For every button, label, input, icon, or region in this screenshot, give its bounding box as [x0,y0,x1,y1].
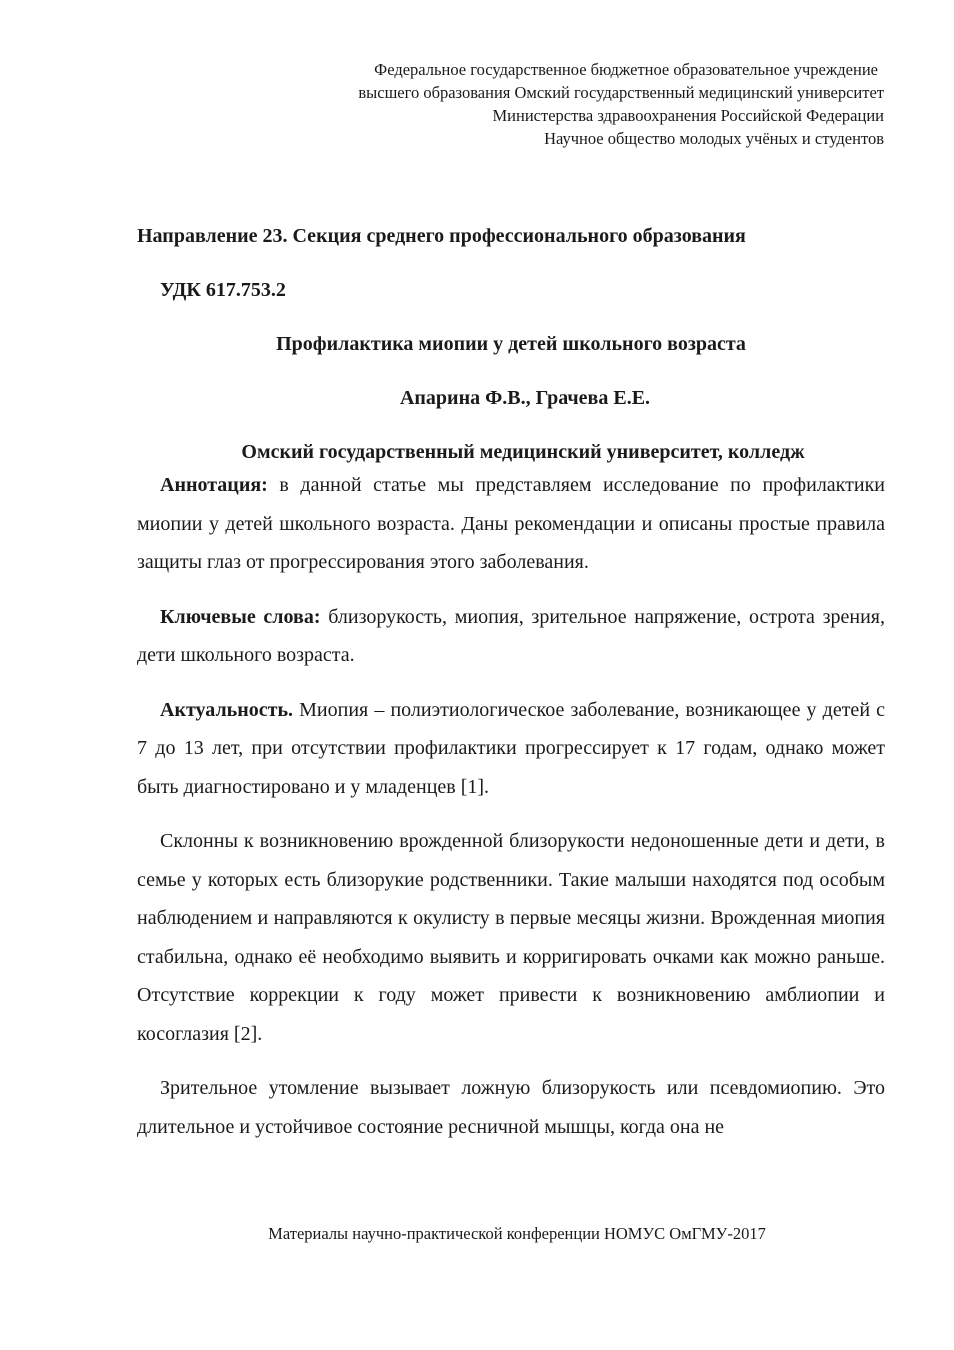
conference-footer: Материалы научно-практической конференции НОМУС ОмГМУ-2017 [268,1224,766,1243]
abstract-label: Аннотация: [160,474,268,496]
article-title: Профилактика миопии у детей школьного возраста [276,333,746,355]
relevance-label: Актуальность. [160,698,294,721]
keywords-paragraph [137,598,885,675]
header-line-2: высшего образования Омский государственный медицинский университет [358,83,884,102]
section-direction: Направление 23. Секция среднего профессионального образования [137,225,746,247]
body-paragraph-1: Склонны к возникновению врожденной близорукости недоношенные дети и дети, в семье у которых есть близорукие родственники. Такие малыши находятся под особым наблюдением и направляются к окулисту в первые месяцы жизни. Врожденная миопия стабильна, однако её необходимо выявить и корригировать очками как можно раньше. Отсутствие коррекции к году может привести к возникновению амблиопии и косоглазия [2]. [137,830,885,1045]
header-line-1: Федеральное государственное бюджетное образовательное учреждение [374,60,878,79]
header-line-4: Научное общество молодых учёных и студентов [544,129,884,148]
abstract-text: в данной статье мы представляем исследование по профилактики миопии у детей школьного возраста. Даны рекомендации и описаны простые правила защиты глаз от прогрессирования этого заболевания. [137,474,885,573]
relevance-paragraph [137,691,885,807]
abstract-paragraph [137,466,885,582]
header-line-3: Министерства здравоохранения Российской Федерации [492,106,884,125]
body-paragraph-2: Зрительное утомление вызывает ложную близорукость или псевдомиопию. Это длительное и устойчивое состояние ресничной мышцы, когда она не [137,1077,885,1138]
article-authors: Апарина Ф.В., Грачева Е.Е. [399,387,651,409]
keywords-label: Ключевые слова: [160,605,321,628]
keywords-text: близорукость, миопия, зрительное напряжение, острота зрения, дети школьного возраста. [137,605,885,666]
article-body [137,222,885,1146]
relevance-text: Миопия – полиэтиологическое заболевание, возникающее у детей с 7 до 13 лет, при отсутствии профилактики прогрессирует к 17 годам, однако может быть диагностировано и у младенцев [1]. [137,698,885,798]
udk-code: УДК 617.753.2 [160,279,286,301]
article-affiliation: Омский государственный медицинский университет, колледж [241,441,805,463]
institution-header [124,58,884,150]
